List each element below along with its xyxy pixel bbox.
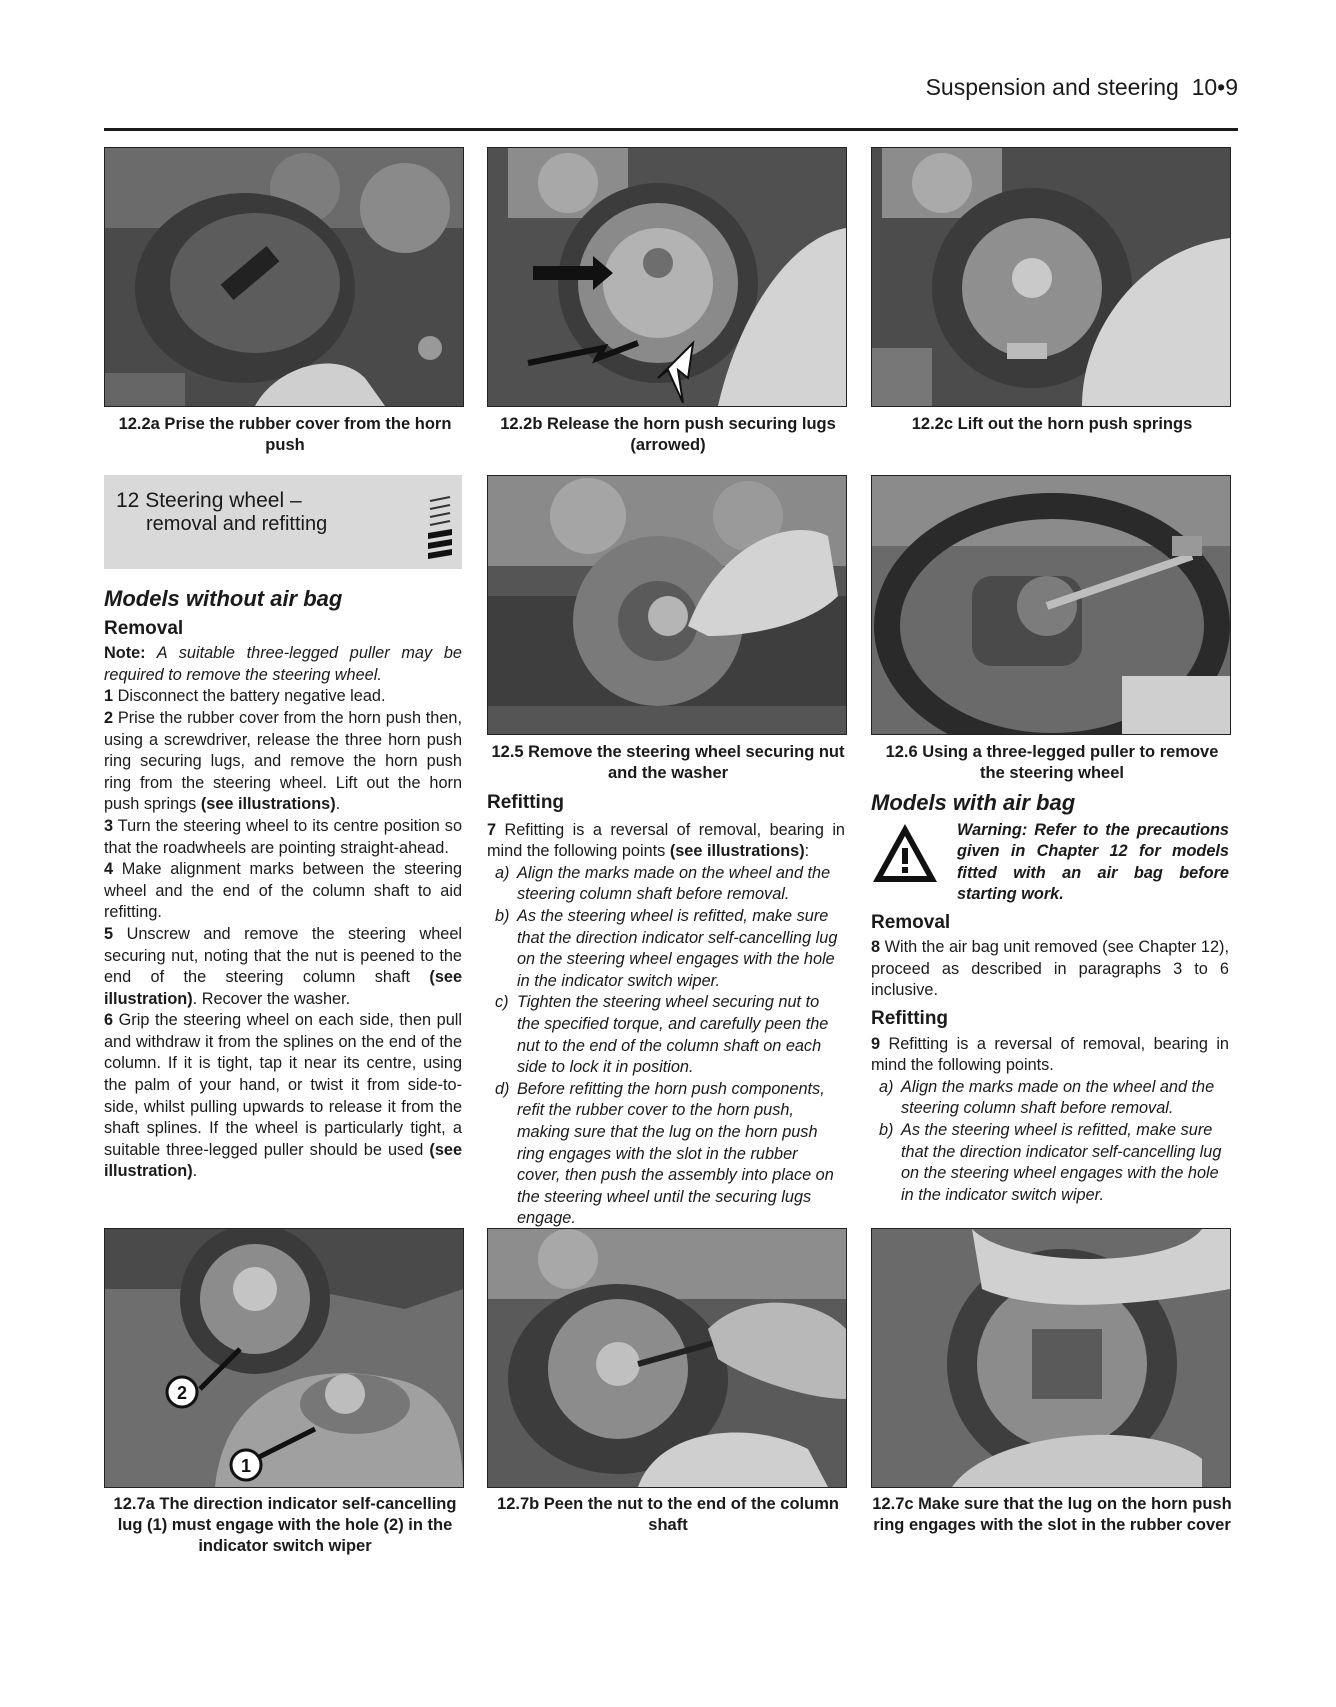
photo-12-7a [104, 1228, 464, 1488]
paragraph-number: 5 [104, 924, 114, 943]
paragraph-2 [104, 708, 462, 816]
caption-12-2a: 12.2a Prise the rubber cover from the horn push [118, 415, 452, 454]
photo-12-7b [487, 1228, 847, 1488]
paragraph-5 [104, 924, 462, 1010]
caption-12-2b: 12.2b Release the horn push securing lugs (arrowed) [500, 415, 836, 454]
column-2 [487, 792, 845, 1230]
caption-12-7b: 12.7b Peen the nut to the end of the column shaft [497, 1495, 839, 1534]
note-paragraph [104, 643, 462, 686]
running-header [104, 74, 1238, 101]
list-label: b) [495, 906, 510, 925]
heading-refitting-2: Refitting [871, 1007, 949, 1029]
paragraph-4 [104, 859, 462, 924]
column-1 [104, 588, 462, 1183]
section-title [116, 489, 302, 513]
list-item [487, 1079, 845, 1230]
list-text: Align the marks made on the wheel and the steering column shaft before removal. [901, 1077, 1215, 1118]
note-label: Note: [104, 644, 146, 663]
caption-12-6: 12.6 Using a three-legged puller to remove the steering wheel [885, 743, 1219, 782]
paragraph-text: Refitting is a reversal of removal, bearing in mind the following points [487, 820, 845, 861]
warning-block [871, 820, 1229, 908]
section-title-text: Steering wheel – [145, 489, 302, 512]
paragraph-end: : [804, 842, 810, 861]
list-text: Before refitting the horn push components, refit the rubber cover to the horn push, making sure that the lug on the horn push ring engages with the slot in the rubber cover, then push the assembly into place on the steering wheel until the securing lugs engage. [517, 1079, 834, 1228]
list-text: Tighten the steering wheel securing nut to the specified torque, and carefully peen the nut to the end of the column shaft on each side to lock it in position. [517, 993, 829, 1077]
paragraph-end: . [335, 795, 341, 814]
section-heading-box [104, 475, 462, 569]
paragraph-7 [487, 820, 845, 863]
list-item [487, 992, 845, 1078]
heading-removal-2: Removal [871, 911, 951, 933]
paragraph-text: Disconnect the battery negative lead. [113, 687, 386, 706]
warning-text: Warning: Refer to the precautions given in Chapter 12 for models fitted with an air bag before starting work. [957, 820, 1229, 904]
caption-12-5: 12.5 Remove the steering wheel securing nut and the washer [491, 743, 845, 782]
paragraph-6 [104, 1010, 462, 1183]
heading-removal-1: Removal [104, 617, 184, 639]
paragraph-number: 9 [871, 1034, 881, 1053]
paragraph-text: Unscrew and remove the steering wheel securing nut, noting that the nut is peened to the end of the steering column shaft [104, 924, 462, 987]
paragraph-text: Grip the steering wheel on each side, then pull and withdraw it from the splines on the end of the column. If it is tight, tap it near its centre, using the palm of your hand, or twist it from side-to-side, whilst pulling upwards to release it from the shaft splines. If the wheel is particularly tight, a suitable three-legged puller should be used [104, 1011, 462, 1159]
paragraph-number: 6 [104, 1011, 114, 1030]
warning-triangle-icon [871, 822, 939, 884]
list-text: As the steering wheel is refitted, make sure that the direction indicator self-cancelling lug on the steering wheel engages with the hole in the indicator switch wiper. [517, 906, 838, 990]
heading-models-with-air-bag: Models with air bag [871, 790, 1076, 815]
cross-reference: (see illustrations) [669, 842, 805, 861]
paragraph-number: 2 [104, 708, 114, 727]
list-text: Align the marks made on the wheel and the steering column shaft before removal. [517, 863, 831, 904]
section-number: 12 [116, 489, 140, 512]
cross-reference: (see illustrations) [200, 795, 336, 814]
list-item [487, 906, 845, 992]
list-label: a) [495, 863, 510, 882]
caption-12-7a: 12.7a The direction indicator self-cancelling lug (1) must engage with the hole (2) in the indicator switch wiper [113, 1495, 457, 1555]
cross-reference: (see illustration) [104, 968, 462, 1008]
paragraph-text: Prise the rubber cover from the horn push then, using a screwdriver, release the three horn push ring securing lugs, and remove the horn push ring from the steering wheel. Lift out the horn push springs [104, 708, 462, 814]
paragraph-number: 3 [104, 816, 114, 835]
paragraph-1 [104, 686, 462, 708]
photo-12-2a [104, 147, 464, 407]
paragraph-number: 4 [104, 860, 114, 879]
header-rule [104, 128, 1238, 131]
heading-refitting-1: Refitting [487, 792, 565, 813]
paragraph-8 [871, 937, 1229, 1002]
cross-reference: (see illustration) [104, 1140, 462, 1181]
section-subtitle: removal and refitting [146, 513, 328, 535]
photo-12-7c [871, 1228, 1231, 1488]
paragraph-text: Make alignment marks between the steering wheel and the end of the column shaft to aid refitting. [104, 860, 462, 922]
caption-12-7c: 12.7c Make sure that the lug on the horn push ring engages with the slot in the rubber cover [872, 1495, 1232, 1534]
list-text: As the steering wheel is refitted, make sure that the direction indicator self-cancelling lug on the steering wheel engages with the hole in the indicator switch wiper. [901, 1120, 1222, 1204]
paragraph-number: 8 [871, 938, 881, 957]
heading-models-without-air-bag: Models without air bag [104, 586, 343, 611]
refitting-list-1 [487, 863, 845, 1230]
list-label: d) [495, 1079, 510, 1098]
list-item [871, 1120, 1229, 1206]
list-label: b) [879, 1120, 894, 1139]
paragraph-text: With the air bag unit removed (see Chapter 12), proceed as described in paragraphs 3 to 6 inclusive. [871, 938, 1229, 1000]
difficulty-spanners-icon [426, 493, 454, 559]
list-label: c) [495, 993, 509, 1012]
refitting-list-2 [871, 1077, 1229, 1207]
header-title: Suspension and steering [925, 74, 1179, 100]
paragraph-number: 7 [487, 820, 497, 839]
column-3 [871, 792, 1229, 1206]
photo-12-2c [871, 147, 1231, 407]
label-one: 1 [240, 1456, 252, 1476]
list-item [487, 863, 845, 906]
list-item [871, 1077, 1229, 1120]
paragraph-text: Turn the steering wheel to its centre position so that the roadwheels are pointing straight-ahead. [104, 816, 462, 857]
label-two: 2 [176, 1383, 188, 1403]
paragraph-number: 1 [104, 687, 114, 706]
note-text: A suitable three-legged puller may be required to remove the steering wheel. [104, 644, 462, 684]
caption-12-2c: 12.2c Lift out the horn push springs [911, 415, 1193, 433]
paragraph-end: . Recover the washer. [192, 989, 351, 1008]
photo-12-5 [487, 475, 847, 735]
list-label: a) [879, 1077, 894, 1096]
photo-12-6 [871, 475, 1231, 735]
paragraph-text: Refitting is a reversal of removal, bearing in mind the following points. [871, 1034, 1229, 1075]
paragraph-9 [871, 1034, 1229, 1077]
paragraph-end: . [192, 1162, 198, 1181]
page-number: 10•9 [1191, 74, 1238, 100]
paragraph-3 [104, 816, 462, 859]
photo-12-2b [487, 147, 847, 407]
